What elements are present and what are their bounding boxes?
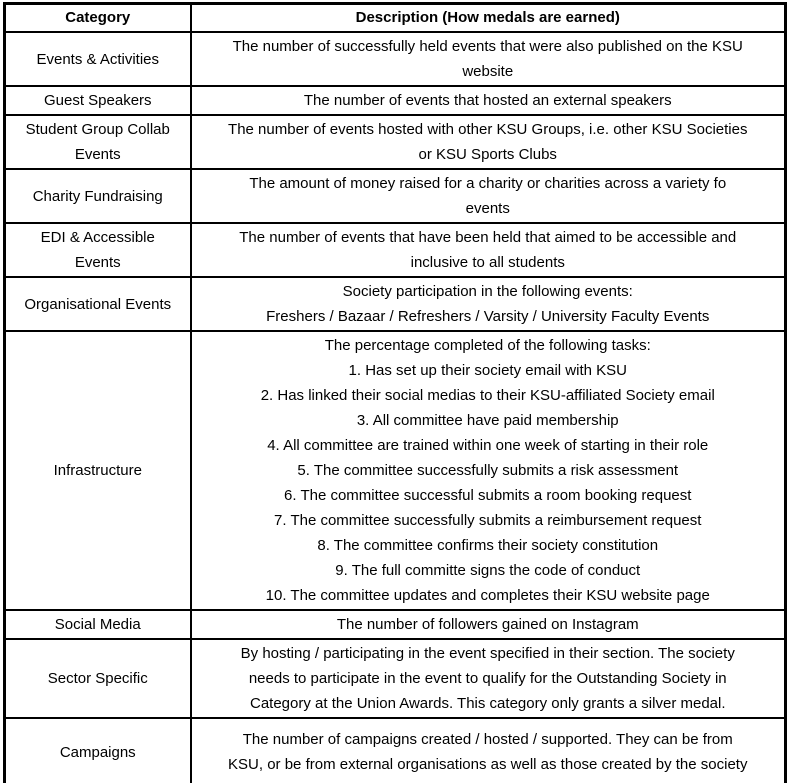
table-row	[5, 115, 786, 169]
table-row	[5, 169, 786, 223]
table-row	[5, 277, 786, 331]
description-text-line: 1. Has set up their society email with KSU	[348, 362, 627, 379]
description-text-line: The number of followers gained on Instagram	[336, 616, 639, 633]
table-row	[5, 718, 786, 783]
category-text-line: Charity Fundraising	[32, 187, 163, 205]
description-text-line: 5. The committee successfully submits a risk assessment	[297, 462, 679, 479]
medals-table-header	[5, 4, 786, 33]
table-row	[5, 639, 786, 718]
description-text-line: By hosting / participating in the event specified in their section. The society	[240, 645, 735, 662]
description-text-line: The number of events hosted with other KSU Groups, i.e. other KSU Societies	[228, 121, 748, 138]
description-text-line: Category at the Union Awards. This category only grants a silver medal.	[249, 695, 726, 712]
category-cell	[5, 277, 191, 331]
description-cell	[191, 639, 786, 718]
category-cell	[5, 610, 191, 639]
category-text-line: Social Media	[54, 616, 141, 633]
table-row	[5, 331, 786, 610]
description-cell	[191, 169, 786, 223]
table-row	[5, 223, 786, 277]
description-text-line: KSU, or be from external organisations as well as those created by the society	[228, 756, 748, 773]
category-cell	[5, 169, 191, 223]
table-row	[5, 86, 786, 115]
category-text-line: Events	[74, 254, 121, 271]
category-text-line: EDI & Accessible	[40, 229, 155, 246]
description-text-line: events	[465, 200, 510, 217]
category-text-line: Infrastructure	[53, 462, 142, 479]
description-text-line: 9. The full committe signs the code of conduct	[335, 562, 641, 579]
description-text-line: needs to participate in the event to qualify for the Outstanding Society in	[248, 670, 727, 687]
category-text-line: Guest Speakers	[43, 92, 152, 109]
description-text-line: The number of successfully held events that were also published on the KSU	[232, 38, 743, 55]
description-text-line: inclusive to all students	[410, 254, 565, 271]
description-cell	[191, 32, 786, 86]
category-text-line: Events	[74, 146, 121, 163]
category-text-line: Events & Activities	[36, 50, 160, 68]
description-cell	[191, 331, 786, 610]
description-cell	[191, 115, 786, 169]
description-cell	[191, 610, 786, 639]
category-cell	[5, 86, 191, 115]
description-text-line: 8. The committee confirms their society constitution	[317, 537, 659, 554]
medals-table	[3, 2, 787, 783]
category-cell	[5, 115, 191, 169]
description-text-line: Freshers / Bazaar / Refreshers / Varsity / University Faculty Events	[266, 308, 710, 325]
description-text-line: 3. All committee have paid membership	[356, 412, 619, 429]
description-text-line: or KSU Sports Clubs	[418, 146, 557, 163]
category-text-line: Student Group Collab	[25, 121, 170, 138]
description-text-line: The amount of money raised for a charity or charities across a variety fo	[249, 175, 727, 192]
description-text-line: Society participation in the following events:	[342, 283, 633, 300]
category-text-line: Campaigns	[59, 743, 136, 761]
table-row	[5, 32, 786, 86]
category-cell	[5, 223, 191, 277]
description-text-line: 7. The committee successfully submits a reimbursement request	[274, 512, 702, 529]
description-text-line: 2. Has linked their social medias to their KSU-affiliated Society email	[260, 387, 715, 404]
category-cell	[5, 718, 191, 783]
description-text-line: The percentage completed of the following tasks:	[324, 337, 651, 354]
category-text-line: Sector Specific	[47, 670, 148, 687]
category-cell	[5, 639, 191, 718]
description-text-line: website	[462, 63, 514, 80]
description-cell	[191, 277, 786, 331]
description-cell	[191, 223, 786, 277]
description-text-line: 4. All committee are trained within one week of starting in their role	[267, 437, 709, 454]
column-header-description: Description (How medals are earned)	[191, 4, 786, 33]
description-cell	[191, 718, 786, 783]
category-text-line: Organisational Events	[24, 295, 172, 313]
description-cell	[191, 86, 786, 115]
description-text-line: 10. The committee updates and completes their KSU website page	[265, 587, 710, 604]
description-text-line: 6. The committee successful submits a room booking request	[284, 487, 692, 504]
category-cell	[5, 331, 191, 610]
header-row	[5, 4, 786, 33]
description-text-line: The number of events that hosted an external speakers	[303, 92, 672, 109]
table-row	[5, 610, 786, 639]
category-cell	[5, 32, 191, 86]
column-header-category: Category	[5, 4, 191, 33]
description-text-line: The number of events that have been held that aimed to be accessible and	[239, 229, 737, 246]
medals-table-body	[5, 32, 786, 783]
description-text-line: The number of campaigns created / hosted / supported. They can be from	[242, 731, 733, 748]
